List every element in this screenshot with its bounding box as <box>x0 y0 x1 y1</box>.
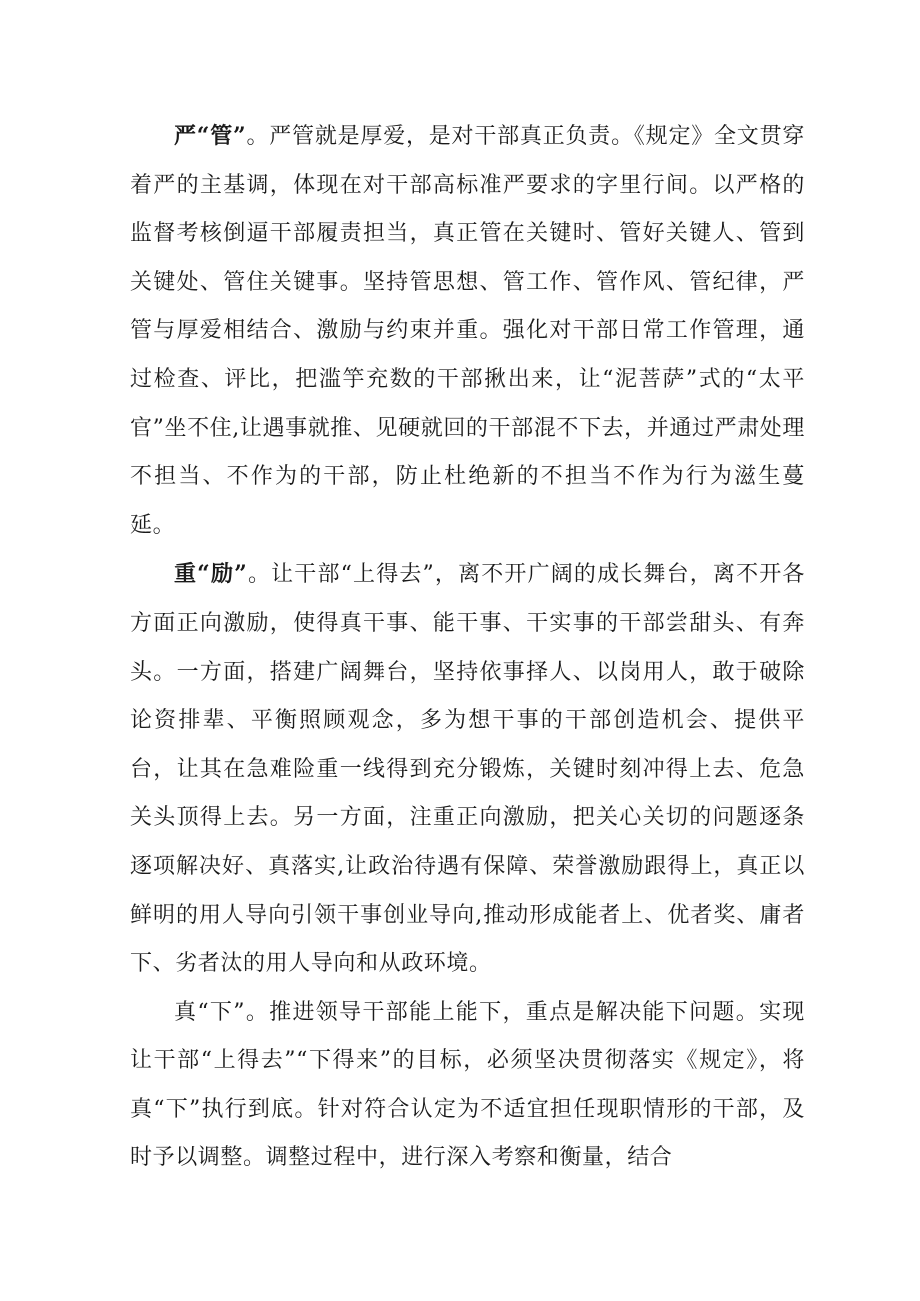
paragraph-lead: 真“下” <box>174 999 246 1025</box>
paragraph-real-demotion <box>130 989 805 1183</box>
paragraph-emphasize-incentive <box>130 550 805 988</box>
paragraph-lead: 严“管” <box>174 123 247 149</box>
paragraph-strict-management <box>130 112 805 550</box>
paragraph-body: 。严管就是厚爱，是对干部真正负责。《规定》全文贯穿着严的主基调，体现在对干部高标准严要求的字里行间。以严格的监督考核倒逼干部履责担当，真正管在关键时、管好关键人、管到关键处、管住关键事。坚持管思想、管工作、管作风、管纪律，严管与厚爱相结合、激励与约束并重。强化对干部日常工作管理，通过检查、评比，把滥竽充数的干部揪出来，让“泥菩萨”式的“太平官”坐不住,让遇事就推、见硬就回的干部混不下去，并通过严肃处理不担当、不作为的干部，防止杜绝新的不担当不作为行为滋生蔓延。 <box>130 124 805 538</box>
paragraph-body: 。推进领导干部能上能下，重点是解决能下问题。实现让干部“上得去”“下得来”的目标，必须坚决贯彻落实《规定》，将真“下”执行到底。针对符合认定为不适宜担任现职情形的干部，及时予以调整。调整过程中，进行深入考察和衡量，结合 <box>130 999 805 1171</box>
document-page <box>130 112 805 1183</box>
paragraph-lead: 重“励” <box>174 561 248 588</box>
paragraph-body: 。让干部“上得去”，离不开广阔的成长舞台，离不开各方面正向激励，使得真干事、能干事、干实事的干部尝甜头、有奔头。一方面，搭建广阔舞台，坚持依事择人、以岗用人，敢于破除论资排辈、平衡照顾观念，多为想干事的干部创造机会、提供平台，让其在急难险重一线得到充分锻炼，关键时刻冲得上去、危急关头顶得上去。另一方面，注重正向激励，把关心关切的问题逐条逐项解决好、真落实,让政治待遇有保障、荣誉激励跟得上，真正以鲜明的用人导向引领干事创业导向,推动形成能者上、优者奖、庸者下、劣者汰的用人导向和从政环境。 <box>130 562 805 977</box>
